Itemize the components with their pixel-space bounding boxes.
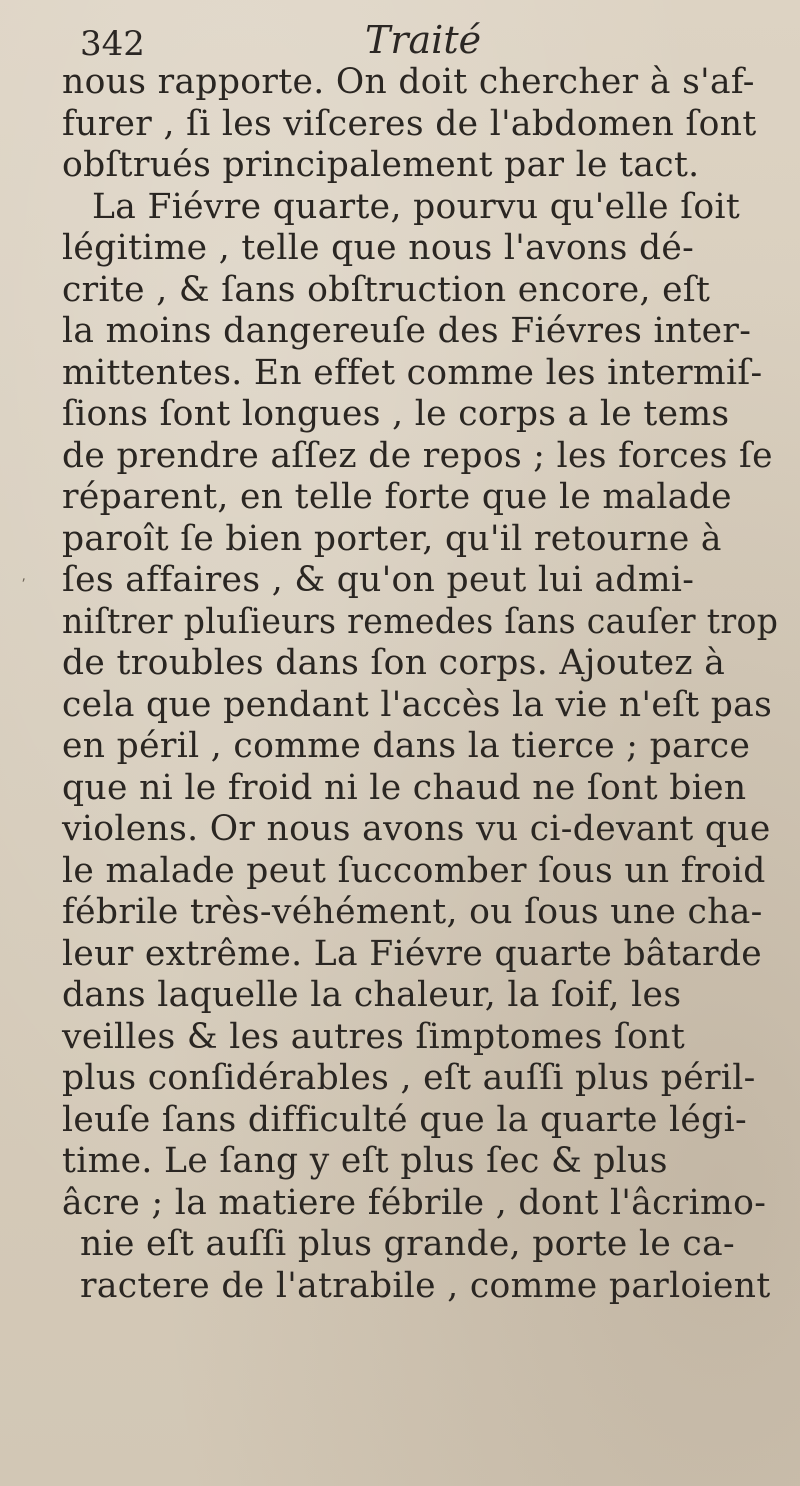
page-number: 342 xyxy=(80,24,145,64)
body-text xyxy=(62,62,778,1307)
text-line: furer , ſi les viſceres de l'abdomen ſont xyxy=(62,103,757,144)
margin-mark: ⸴ xyxy=(22,570,26,586)
text-line: mittentes. En effet comme les intermiſ- xyxy=(62,352,763,393)
text-line: veilles & les autres ſimptomes ſont xyxy=(62,1016,686,1057)
text-line: de troubles dans ſon corps. Ajoutez à xyxy=(62,643,726,683)
text-line: le malade peut ſuccomber ſous un froid xyxy=(62,850,766,891)
text-line: crite , & ſans obſtruction encore, eſt xyxy=(62,269,711,310)
text-line: nous rapporte. On doit chercher à s'af- xyxy=(62,62,755,102)
text-line: réparent, en telle forte que le malade xyxy=(62,477,732,517)
text-line: nie eſt auſſi plus grande, porte le ca- xyxy=(80,1224,735,1264)
text-line: obſtrués principalement par le tact. xyxy=(62,145,700,185)
text-line: paroît ſe bien porter, qu'il retourne à xyxy=(62,518,722,559)
text-line: leur extrême. La Fiévre quarte bâtarde xyxy=(62,933,763,974)
text-line: time. Le ſang y eſt plus ſec & plus xyxy=(62,1141,668,1181)
text-line: de prendre aſſez de repos ; les forces ſe xyxy=(62,435,773,476)
text-line: cela que pendant l'accès la vie n'eſt pas xyxy=(62,684,773,725)
text-line: légitime , telle que nous l'avons dé- xyxy=(62,228,695,268)
running-title: Traité xyxy=(365,18,482,62)
text-line: ſes affaires , & qu'on peut lui admi- xyxy=(62,560,695,600)
text-line: La Fiévre quarte, pourvu qu'elle ſoit xyxy=(92,186,741,227)
text-line: âcre ; la matiere fébrile , dont l'âcrimo- xyxy=(62,1182,767,1223)
text-line: violens. Or nous avons vu ci-devant que xyxy=(62,809,771,849)
text-line: que ni le froid ni le chaud ne ſont bien xyxy=(62,767,747,808)
text-line: la moins dangereuſe des Fiévres inter- xyxy=(62,311,752,351)
text-line: en péril , comme dans la tierce ; parce xyxy=(62,726,751,766)
text-line: niſtrer pluſieurs remedes ſans cauſer trop xyxy=(62,601,779,642)
text-line: ractere de l'atrabile , comme parloient xyxy=(80,1265,771,1306)
page-header xyxy=(80,18,740,68)
text-line: dans laquelle la chaleur, la ſoif, les xyxy=(62,975,682,1015)
text-line: plus conſidérables , eſt auſſi plus péril- xyxy=(62,1058,756,1098)
text-line: fébrile très-véhément, ou ſous une cha- xyxy=(62,892,763,932)
text-line: leuſe ſans difficulté que la quarte légi- xyxy=(62,1099,748,1140)
text-line: ſions ſont longues , le corps a le tems xyxy=(62,394,730,434)
